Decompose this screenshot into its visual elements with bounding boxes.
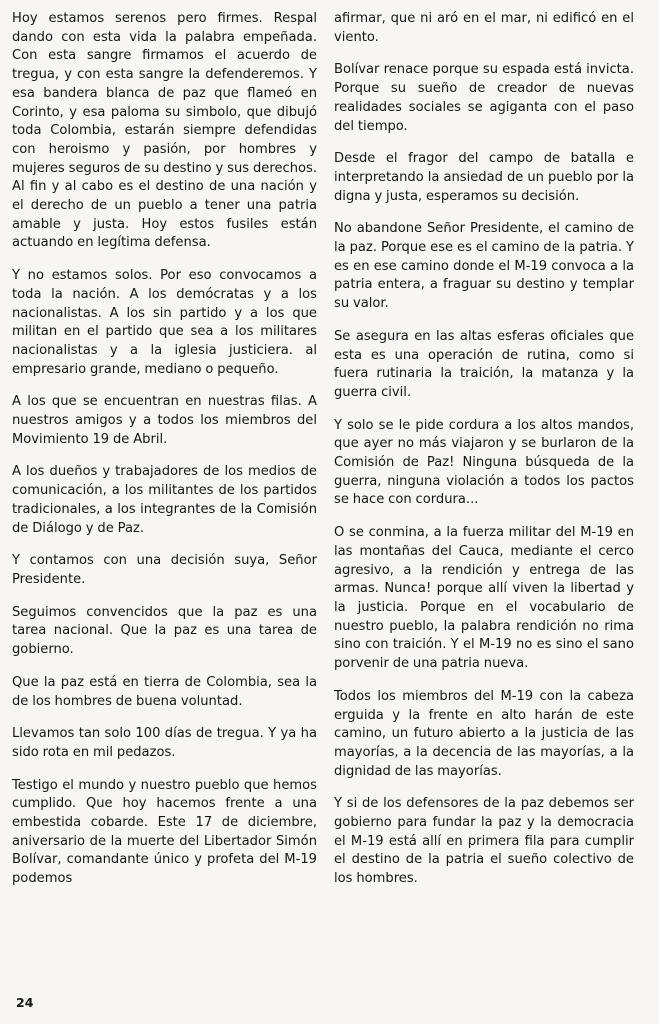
- paragraph: afirmar, que ni aró en el mar, ni edificó en el viento.: [334, 11, 634, 45]
- paragraph: O se conmina, a la fuerza militar del M-19 en las montañas del Cauca, mediante el cerco agresivo, a la rendición y entrega de las armas. Nunca! porque allí viven la libertad y la justicia. Porque en el vocabulario de nuestro pueblo, la palabra rendición no rima sino con traición. Y el M-19 no es sino el sano porvenir de una patria nueva.: [334, 525, 634, 672]
- paragraph: Llevamos tan solo 100 días de tregua. Y ya ha sido rota en mil pedazos.: [12, 726, 317, 760]
- paragraph: A los dueños y trabajadores de los medios de comunicación, a los militantes de los partidos tradicionales, a los integrantes de la Comisión de Diálogo y de Paz.: [12, 464, 317, 536]
- right-column: [334, 10, 634, 903]
- paragraph: Y no estamos solos. Por eso convocamos a toda la nación. A los demócratas y a los nacionalistas. A los sin partido y a los que militan en el partido que sea a los militares nacionalistas y a la iglesia justiciera. al empresario grande, mediano o pequeño.: [12, 268, 317, 377]
- paragraph: Hoy estamos serenos pero firmes. Respal dando con esta vida la palabra empeñada. Con esta sangre firmamos el acuerdo de tregua, y con esta sangre la defenderemos. Y esa bandera blanca de paz que flameó en Corinto, y esa paloma su simbolo, que dibujó toda Colombia, estarán siempre defendidas con heroismo y pasión, por hombres y mujeres seguros de su destino y sus derechos. Al fin y al cabo es el destino de una nación y el derecho de un pueblo a tener una patria amable y justa. Hoy estos fusiles están actuando en legítima defensa.: [12, 11, 317, 251]
- paragraph: A los que se encuentran en nuestras filas. A nuestros amigos y a todos los miembros del Movimiento 19 de Abril.: [12, 394, 317, 447]
- paragraph: Seguimos convencidos que la paz es una tarea nacional. Que la paz es una tarea de gobierno.: [12, 604, 317, 658]
- paragraph: No abandone Señor Presidente, el camino de la paz. Porque ese es el camino de la patria. Y es en ese camino donde el M-19 convoca a la patria entera, a fraguar su destino y templar su valor.: [334, 221, 634, 312]
- paragraph: Bolívar renace porque su espada está invicta. Porque su sueño de creador de nuevas realidades sociales se agiganta con el paso del tiempo.: [334, 62, 634, 134]
- paragraph: Todos los miembros del M-19 con la cabeza erguida y la frente en alto harán de este camino, un futuro abierto a la justicia de las mayorías, a la decencia de las mayorías, a la dignidad de las mayorías.: [334, 688, 634, 779]
- paragraph: Y si de los defensores de la paz debemos ser gobierno para fundar la paz y la democracia el M-19 está allí en primera fila para cumplir el destino de la patria el sueño colectivo de los hombres.: [334, 796, 634, 887]
- paragraph: Y solo se le pide cordura a los altos mandos, que ayer no más viajaron y se burlaron de la Comisión de Paz! Ninguna búsqueda de la guerra, ninguna violación a todos los pactos se hace con cordura...: [334, 417, 634, 508]
- left-column: [12, 10, 317, 903]
- paragraph: Que la paz está en tierra de Colombia, sea la de los hombres de buena voluntad.: [12, 674, 317, 709]
- paragraph: Se asegura en las altas esferas oficiales que esta es una operación de rutina, como si fuera rutinaria la traición, la matanza y la guerra civil.: [334, 328, 634, 400]
- paragraph: Testigo el mundo y nuestro pueblo que hemos cumplido. Que hoy hacemos frente a una embestida cobarde. Este 17 de diciembre, aniversario de la muerte del Libertador Simón Bolívar, comandante único y profeta del M-19 podemos: [12, 777, 317, 887]
- paragraph: Desde el fragor del campo de batalla e interpretando la ansiedad de un pueblo por la digna y justa, esperamos su decisión.: [334, 151, 634, 204]
- page-number: 24: [16, 995, 34, 1010]
- paragraph: Y contamos con una decisión suya, Señor Presidente.: [12, 553, 317, 587]
